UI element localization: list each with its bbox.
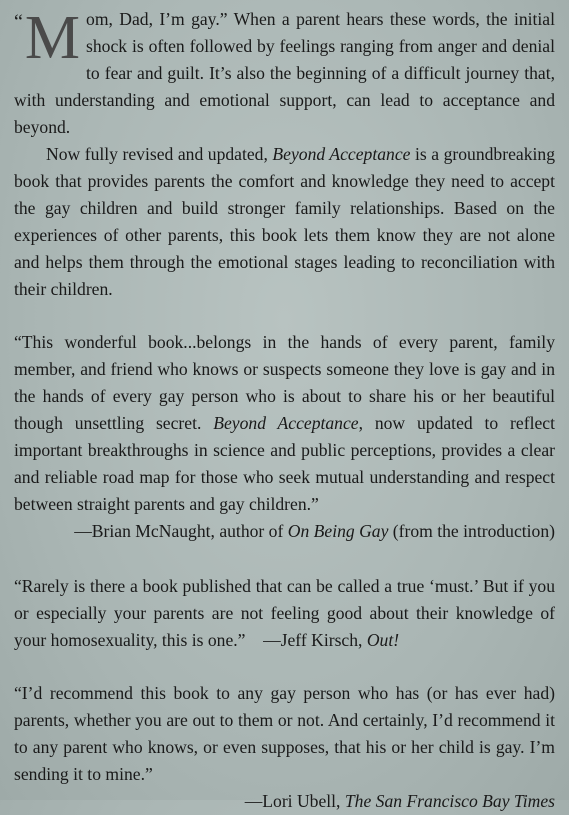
quote-mcnaught: “This wonderful book...belongs in the hands of every parent, family member, and friend who knows or suspects someone they love is gay and in the hands of every gay person who is about to share his or her beautiful though unsettling secret. Beyond Acceptance, now updated to reflect important breakthroughs in science and public perceptions, provides a clear and reliable road map for those who seek mutual understanding and respect between straight parents and gay children.” xyxy=(14,332,555,514)
book-title: Beyond Acceptance xyxy=(272,144,411,164)
attribution-ubell: —Lori Ubell, The San Francisco Bay Times xyxy=(244,791,555,811)
attribution-mcnaught: —Brian McNaught, author of On Being Gay (from the introduction) xyxy=(74,521,555,541)
intro-paragraph xyxy=(14,6,555,141)
attribution-kirsch: —Jeff Kirsch, Out! xyxy=(263,630,400,650)
drop-cap: “M xyxy=(14,4,81,72)
quote-ubell: “I’d recommend this book to any gay person who has (or has ever had) parents, whether you are out to them or not. And certainly, I’d recommend it to any parent who knows, or even supposes, that his or her child is gay. I’m sending it to mine.” xyxy=(14,683,555,784)
intro-text: om, Dad, I’m gay.” When a parent hears these words, the initial shock is often followed by feelings ranging from anger and denial to fear and guilt. It’s also the beginning of a difficult journey that, with understanding and emotional support, can lead to acceptance and beyond. xyxy=(14,9,555,137)
description-paragraph: Now fully revised and updated, Beyond Acceptance is a groundbreaking book that provides parents the comfort and knowledge they need to accept the gay children and build stronger family relationships. Based on the experiences of other parents, this book lets them know they are not alone and helps them through the emotional stages leading to reconciliation with their children. xyxy=(14,144,555,299)
quote-kirsch: “Rarely is there a book published that can be called a true ‘must.’ But if you or especially your parents are not feeling good about their knowledge of your homosexuality, this is one.” —Jeff Kirsch, Out! xyxy=(14,576,555,650)
